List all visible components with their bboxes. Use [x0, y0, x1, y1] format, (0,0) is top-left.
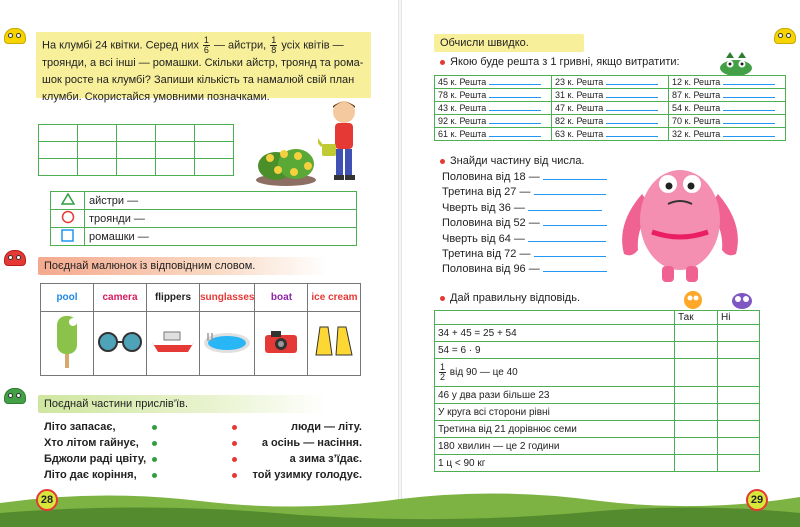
proverb-end-1: люди — літу.: [290, 421, 362, 433]
answer-line[interactable]: [528, 241, 606, 242]
flowerbed-plan-grid[interactable]: [38, 124, 234, 176]
true-false-table: [434, 310, 760, 472]
word-sunglasses[interactable]: sunglasses: [200, 284, 255, 312]
match-dot-right-2[interactable]: [232, 441, 237, 446]
statement-5: У круга всі сторони рівні: [435, 404, 675, 421]
match-dot-right-4[interactable]: [232, 473, 237, 478]
legend-asters: айстри —: [85, 192, 357, 210]
part-row: Третина від 72 —: [442, 247, 607, 262]
bullet-icon: [440, 296, 445, 301]
proverb-start-4: Літо дає коріння,: [44, 469, 137, 481]
camera-icon: [263, 329, 299, 355]
change-table: [434, 75, 786, 141]
parts-list: [442, 170, 607, 278]
part-row: Чверть від 36 —: [442, 201, 607, 216]
change-cell[interactable]: 45 к. Решта: [435, 76, 552, 89]
ice-cream-icon: [55, 314, 79, 370]
orange-creature-icon: [682, 288, 704, 310]
change-task-title: Якою буде решта з 1 гривні, якщо витратити:: [440, 56, 680, 68]
answer-line[interactable]: [489, 97, 541, 98]
change-cell[interactable]: 47 к. Решта: [552, 102, 669, 115]
proverb-start-3: Бджоли раді цвіту,: [44, 453, 147, 465]
answer-yes-cell[interactable]: [675, 438, 718, 455]
answer-yes-cell[interactable]: [675, 325, 718, 342]
legend-daisies: ромашки —: [85, 228, 357, 246]
change-cell[interactable]: 43 к. Решта: [435, 102, 552, 115]
word-boat[interactable]: boat: [255, 284, 308, 312]
answer-no-cell[interactable]: [718, 325, 760, 342]
statement-3: $\frac{1}{2}$ від 90 — це 40: [435, 359, 675, 387]
proverb-end-4: той узимку голодує.: [252, 469, 362, 481]
purple-creature-icon: [730, 288, 754, 310]
boat-icon: [150, 328, 196, 356]
answer-line[interactable]: [606, 84, 658, 85]
yellow-creature-right-icon: [774, 28, 796, 44]
answer-line[interactable]: [606, 123, 658, 124]
answer-yes-cell[interactable]: [675, 404, 718, 421]
picture-cell-pool[interactable]: [200, 312, 255, 376]
answer-line[interactable]: [723, 136, 775, 137]
answer-no-cell[interactable]: [718, 455, 760, 472]
green-monster-icon: [716, 52, 756, 76]
change-cell[interactable]: 54 к. Решта: [669, 102, 786, 115]
match-table: [40, 283, 361, 376]
change-cell[interactable]: 12 к. Решта: [669, 76, 786, 89]
answer-line[interactable]: [723, 110, 775, 111]
proverb-end-3: а зима з’їдає.: [289, 453, 362, 465]
answer-no-cell[interactable]: [718, 438, 760, 455]
match-dot-right-3[interactable]: [232, 457, 237, 462]
answer-yes-cell[interactable]: [675, 342, 718, 359]
fraction-one-half: $\frac{1}{2}$: [440, 362, 446, 382]
pool-icon: [202, 329, 252, 355]
red-creature-icon: [4, 250, 26, 266]
bullet-icon: [440, 60, 445, 65]
change-cell[interactable]: 63 к. Решта: [552, 128, 669, 141]
statement-6: Третина від 21 дорівнює семи: [435, 421, 675, 438]
answer-line[interactable]: [723, 123, 775, 124]
change-cell[interactable]: 82 к. Решта: [552, 115, 669, 128]
answer-no-cell[interactable]: [718, 342, 760, 359]
change-cell[interactable]: 87 к. Решта: [669, 89, 786, 102]
answer-line[interactable]: [543, 179, 607, 180]
answer-line[interactable]: [489, 123, 541, 124]
task-match-title: Поєднай малюнок із відповідним словом.: [38, 257, 328, 275]
picture-cell-sunglasses[interactable]: [94, 312, 147, 376]
picture-cell-camera[interactable]: [255, 312, 308, 376]
header-yes: Так: [675, 311, 718, 325]
yellow-creature-icon: [4, 28, 26, 44]
change-cell[interactable]: 23 к. Решта: [552, 76, 669, 89]
fraction-one-eighth: $\frac{1}{8}$: [271, 35, 277, 55]
page-number-right: 29: [746, 489, 768, 511]
change-cell[interactable]: 31 к. Решта: [552, 89, 669, 102]
picture-cell-flippers[interactable]: [308, 312, 361, 376]
grass-ground-decoration: [0, 485, 800, 527]
answer-line[interactable]: [489, 84, 541, 85]
part-row: Половина від 18 —: [442, 170, 607, 185]
part-row: Половина від 96 —: [442, 262, 607, 277]
answer-no-cell[interactable]: [718, 387, 760, 404]
true-false-task-title: Дай правильну відповідь.: [440, 292, 580, 304]
statement-8: 1 ц < 90 кг: [435, 455, 675, 472]
change-cell[interactable]: 78 к. Решта: [435, 89, 552, 102]
proverb-start-1: Літо запасає,: [44, 421, 116, 433]
match-dot-left-3[interactable]: [152, 457, 157, 462]
bullet-icon: [440, 159, 445, 164]
change-cell[interactable]: 61 к. Решта: [435, 128, 552, 141]
part-row: Третина від 27 —: [442, 185, 607, 200]
answer-yes-cell[interactable]: [675, 455, 718, 472]
match-dot-right-1[interactable]: [232, 425, 237, 430]
answer-no-cell[interactable]: [718, 404, 760, 421]
circle-icon: [61, 210, 75, 224]
answer-line[interactable]: [489, 136, 541, 137]
statement-1: 34 + 45 = 25 + 54: [435, 325, 675, 342]
answer-yes-cell[interactable]: [675, 359, 718, 387]
statement-7: 180 хвилин — це 2 години: [435, 438, 675, 455]
match-dot-left-1[interactable]: [152, 425, 157, 430]
answer-yes-cell[interactable]: [675, 421, 718, 438]
answer-line[interactable]: [723, 84, 775, 85]
answer-line[interactable]: [543, 271, 607, 272]
part-row: Чверть від 64 —: [442, 232, 607, 247]
answer-yes-cell[interactable]: [675, 387, 718, 404]
answer-no-cell[interactable]: [718, 421, 760, 438]
answer-line[interactable]: [534, 194, 606, 195]
match-dot-left-4[interactable]: [152, 473, 157, 478]
part-row: Половина від 52 —: [442, 216, 607, 231]
word-ice-cream[interactable]: ice cream: [308, 284, 361, 312]
right-title: Обчисли швидко.: [434, 34, 584, 52]
answer-line[interactable]: [606, 136, 658, 137]
fraction-one-sixth: $\frac{1}{6}$: [203, 35, 209, 55]
match-dot-left-2[interactable]: [152, 441, 157, 446]
change-cell[interactable]: 32 к. Решта: [669, 128, 786, 141]
proverb-start-2: Хто літом гайнує,: [44, 437, 139, 449]
word-flippers[interactable]: flippers: [147, 284, 200, 312]
answer-line[interactable]: [543, 225, 607, 226]
flippers-icon: [314, 325, 354, 359]
pink-monster-illustration: [612, 154, 748, 286]
square-icon: [61, 229, 74, 242]
triangle-icon: [61, 193, 75, 205]
task-proverbs-title: Поєднай частини прислів’їв.: [38, 395, 328, 413]
green-creature-icon: [4, 388, 26, 404]
answer-line[interactable]: [606, 97, 658, 98]
word-camera[interactable]: camera: [94, 284, 147, 312]
proverb-end-2: а осінь — насіння.: [261, 437, 362, 449]
statement-4: 46 у два рази більше 23: [435, 387, 675, 404]
answer-line[interactable]: [528, 210, 602, 211]
statement-2: 54 = 6 · 9: [435, 342, 675, 359]
legend-roses: троянди —: [85, 210, 357, 228]
answer-line[interactable]: [606, 110, 658, 111]
page-number-left: 28: [36, 489, 58, 511]
answer-no-cell[interactable]: [718, 359, 760, 387]
answer-line[interactable]: [534, 256, 606, 257]
word-pool[interactable]: pool: [41, 284, 94, 312]
picture-cell-ice-cream[interactable]: [41, 312, 94, 376]
answer-line[interactable]: [489, 110, 541, 111]
header-no: Ні: [718, 311, 760, 325]
legend-table: [50, 191, 357, 246]
boy-watering-illustration: [318, 98, 368, 184]
task-flowerbed: На клумбі 24 квітки. Серед них $\frac{1}{6}$ — айстри, $\frac{1}{8}$ усіх квітів — троянди, а всі інші — ромашки. Скільки айстр, троянд та рома- шок росте на клумбі? Запиши кількість та намалюй свій план клумби. Скористайся умовними позначками.: [36, 32, 371, 98]
sunglasses-icon: [96, 330, 144, 354]
change-cell[interactable]: 70 к. Решта: [669, 115, 786, 128]
picture-cell-boat[interactable]: [147, 312, 200, 376]
answer-line[interactable]: [723, 97, 775, 98]
part-task-title: Знайди частину від числа.: [440, 155, 585, 167]
flower-bush-illustration: [250, 136, 322, 186]
change-cell[interactable]: 92 к. Решта: [435, 115, 552, 128]
